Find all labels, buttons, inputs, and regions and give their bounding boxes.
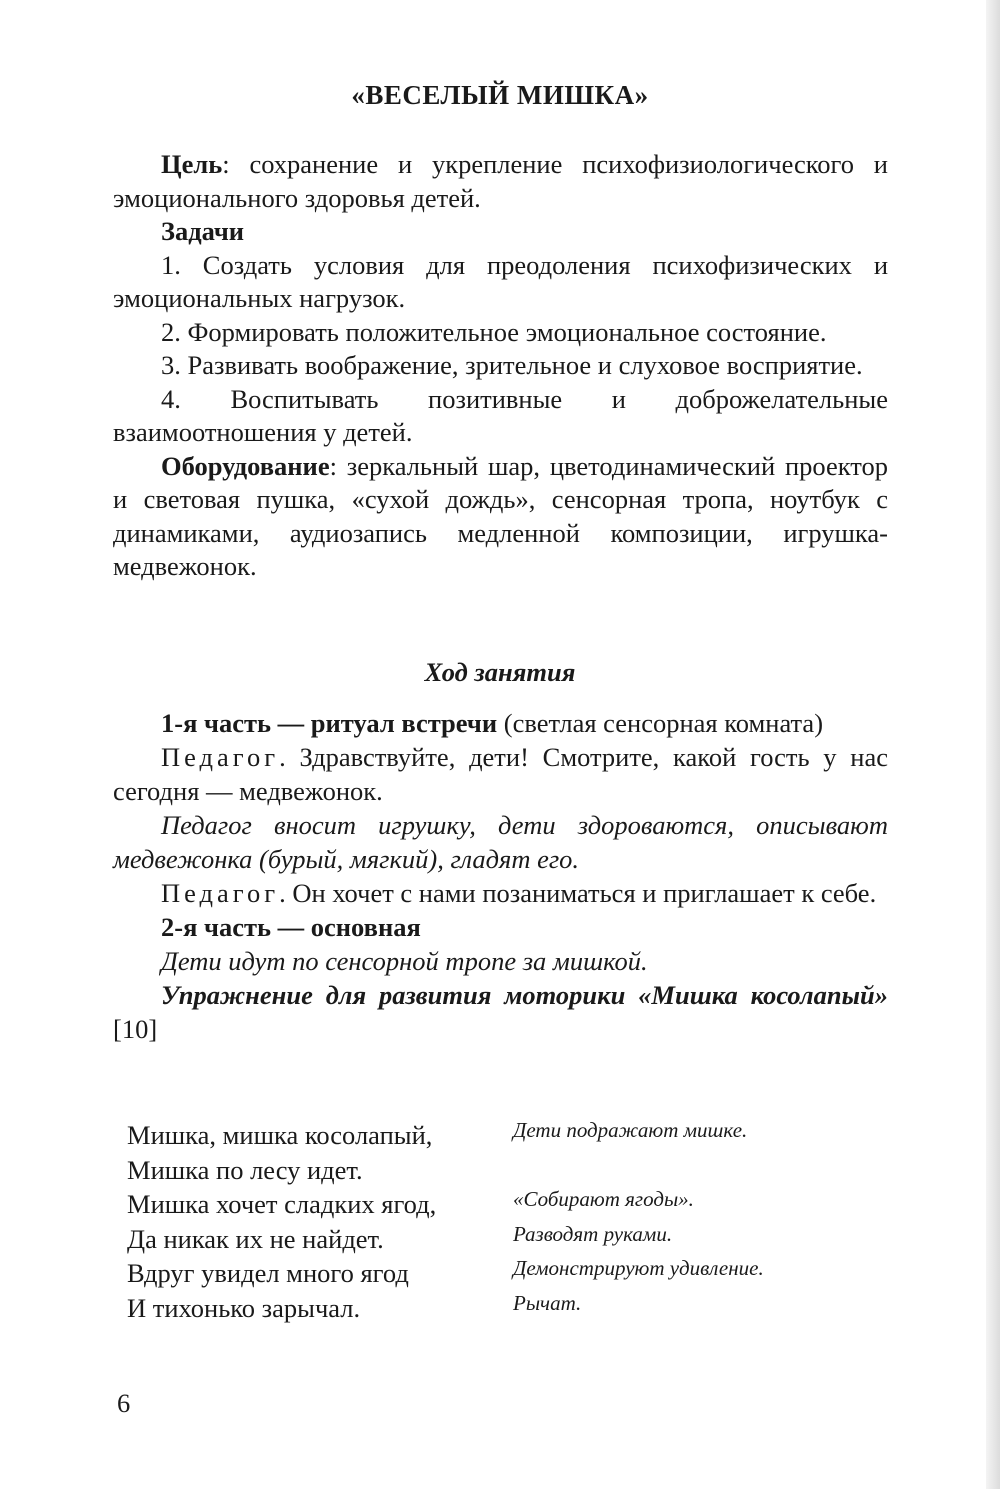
poem-action: «Собирают ягоды». — [513, 1187, 694, 1211]
poem-verse: Мишка, мишка косолапый, — [127, 1120, 433, 1150]
goal-paragraph — [113, 148, 888, 215]
poem-verse: Да никак их не найдет. — [127, 1223, 384, 1254]
speech-text: . Он хочет с нами позаниматься и приглашает к себе. — [279, 878, 877, 908]
teacher-speech — [113, 876, 888, 910]
poem-verse: Мишка по лесу идет. — [127, 1154, 363, 1185]
part2-heading: 2-я часть — основная — [161, 912, 421, 942]
poem-action: Разводят руками. — [513, 1221, 673, 1246]
exercise-heading — [113, 978, 888, 1046]
page-title: «ВЕСЕЛЫЙ МИШКА» — [351, 80, 649, 110]
equipment-text: : зеркальный шар, цветодинамический проектор и световая пушка, «сухой дождь», сенсорная тропа, ноутбук с динамиками, аудиозапись медленной композиции, игрушка-медвежонок. — [113, 450, 888, 581]
poem-action: Демонстрируют удивление. — [513, 1256, 764, 1280]
task-item: 2. Формировать положительное эмоциональное состояние. — [161, 316, 827, 347]
part1-label: 1-я часть — ритуал встречи — [161, 708, 498, 738]
speaker-name: Педагог — [161, 878, 280, 908]
goal-text: : сохранение и укрепление психофизиологического и эмоционального здоровья детей. — [113, 149, 888, 213]
intro-section — [113, 148, 888, 584]
goal-label: Цель — [161, 149, 223, 179]
equipment-label: Оборудование — [161, 450, 330, 481]
part1-note: (светлая сенсорная комната) — [497, 708, 824, 738]
task-item: 3. Развивать воображение, зрительное и слуховое восприятие. — [161, 350, 863, 380]
poem-verse: Мишка хочет сладких ягод, — [127, 1189, 437, 1219]
task-item: 1. Создать условия для преодоления психофизических и эмоциональных нагрузок. — [113, 249, 888, 313]
stage-direction: Педагог вносит игрушку, дети здороваются, описывают медвежонка (бурый, мягкий), гладят его. — [113, 810, 888, 874]
speech-text: . Здравствуйте, дети! Смотрите, какой гость у нас сегодня — медвежонок. — [113, 742, 888, 806]
equipment-paragraph — [113, 450, 888, 584]
exercise-label: Упражнение для развития моторики «Мишка косолапый» — [161, 980, 888, 1010]
lesson-section — [113, 706, 888, 1046]
poem-action: Дети подражают мишке. — [513, 1118, 748, 1142]
poem-verse: Вдруг увидел много ягод — [127, 1258, 409, 1288]
task-item: 4. Воспитывать позитивные и доброжелательные взаимоотношения у детей. — [113, 383, 888, 447]
stage-direction: Дети идут по сенсорной тропе за мишкой. — [161, 946, 648, 976]
exercise-ref: [10] — [113, 1014, 158, 1044]
poem-verse: И тихонько зарычал. — [127, 1292, 361, 1323]
tasks-heading: Задачи — [161, 216, 245, 246]
poem-action: Рычат. — [513, 1290, 582, 1315]
lesson-heading: Ход занятия — [424, 657, 576, 687]
part1-heading — [113, 706, 888, 740]
speaker-name: Педагог — [161, 742, 280, 772]
page-edge-shadow — [986, 0, 1000, 1489]
teacher-speech — [113, 740, 888, 808]
page-number: 6 — [117, 1388, 131, 1418]
